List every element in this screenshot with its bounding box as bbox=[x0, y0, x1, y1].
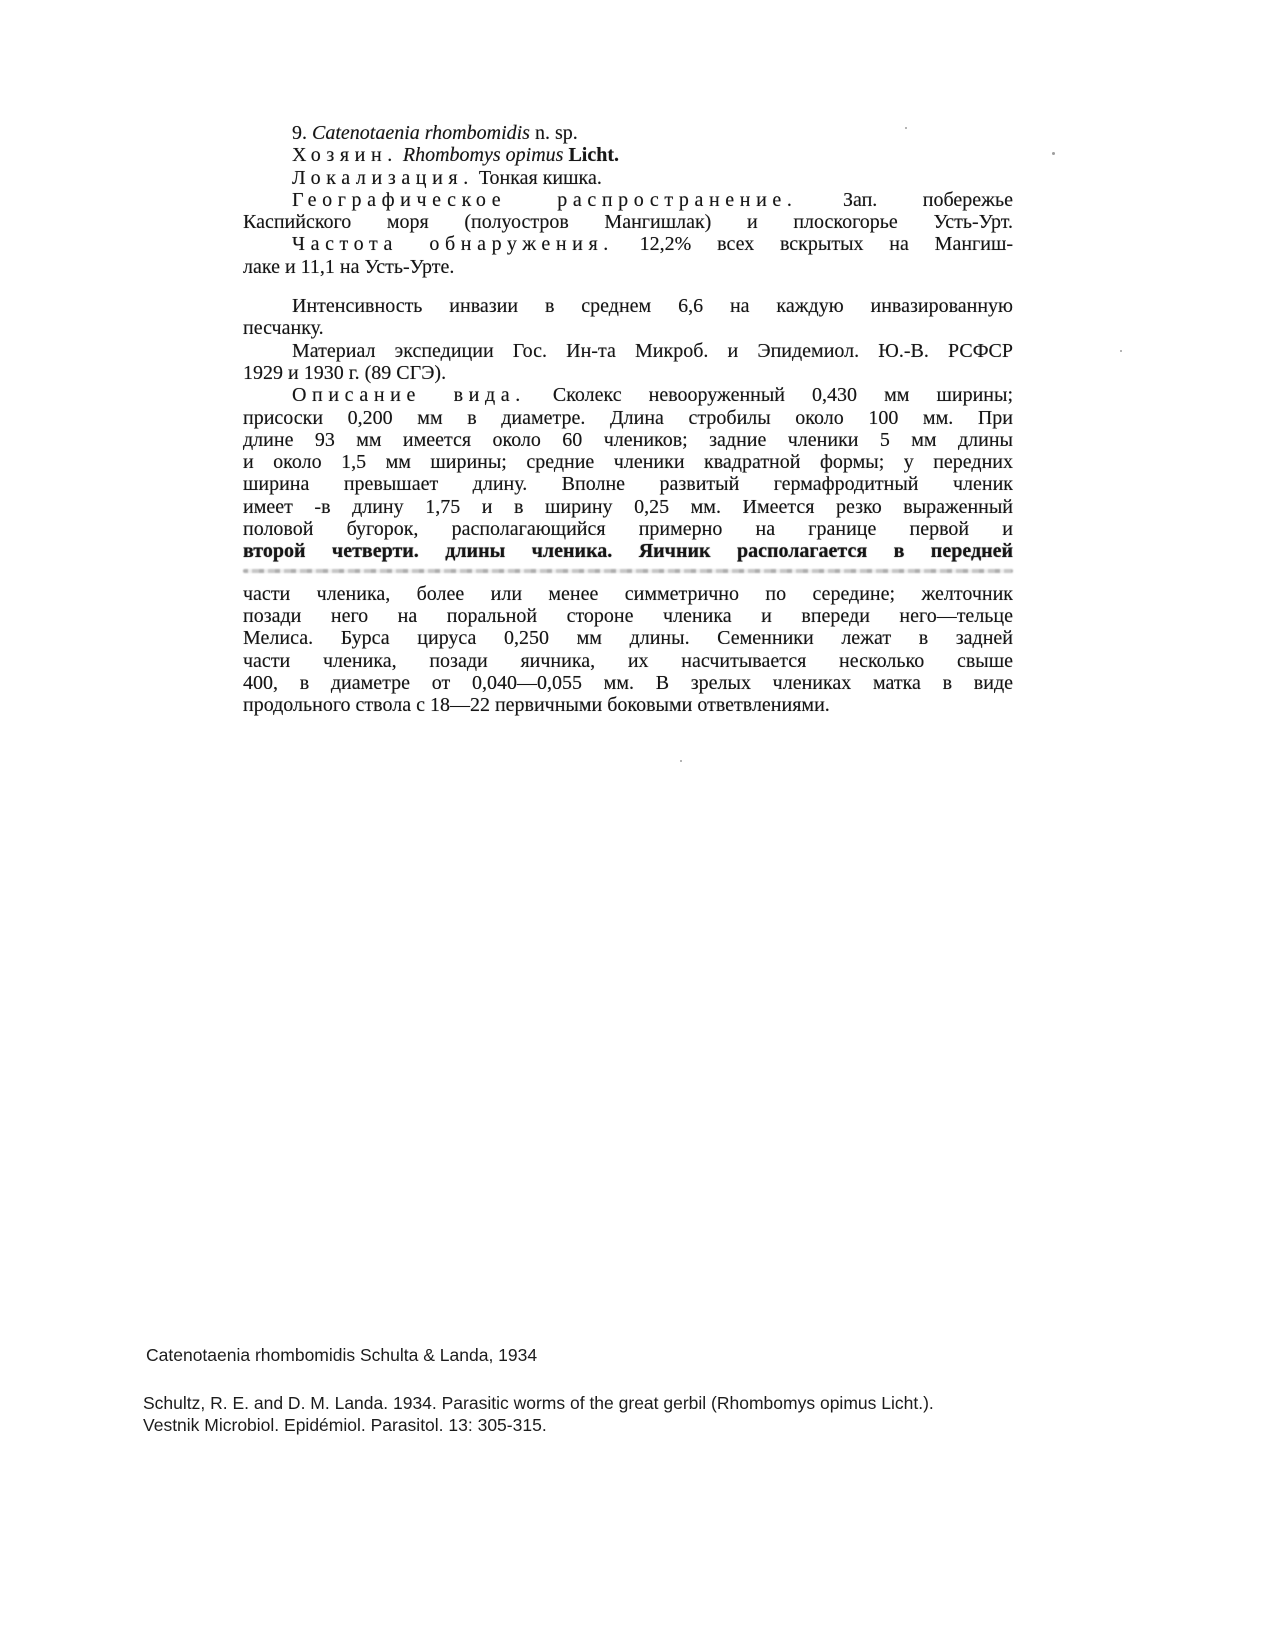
text-segment: Материал экспедиции Гос. Ин-та Микроб. и Эпидемиол. Ю.-В. РСФСР bbox=[292, 339, 1013, 362]
scan-speck bbox=[1052, 152, 1055, 155]
text-line bbox=[243, 407, 1013, 429]
text-segment: второй четверти. длины членика. Яичник располагается в передней bbox=[243, 540, 1013, 563]
text-segment: n. sp. bbox=[529, 122, 578, 144]
text-segment: Зап. побережье bbox=[797, 188, 1013, 211]
text-segment: Licht. bbox=[568, 144, 619, 167]
text-line bbox=[243, 540, 1013, 562]
text-segment: Хозяин. bbox=[292, 144, 398, 167]
text-line bbox=[243, 384, 1013, 406]
text-segment: Тонкая кишка. bbox=[473, 166, 602, 189]
text-segment: длине 93 мм имеется около 60 члеников; задние членики 5 мм длины bbox=[243, 428, 1013, 451]
text-line bbox=[243, 627, 1013, 649]
text-line bbox=[243, 429, 1013, 451]
text-segment: ширина превышает длину. Вполне развитый гермафродитный членик bbox=[243, 473, 1013, 496]
text-line bbox=[243, 650, 1013, 672]
text-segment: половой бугорок, располагающийся примерно на границе первой и bbox=[243, 518, 1013, 541]
document-text bbox=[243, 122, 1013, 716]
text-line bbox=[243, 167, 1013, 189]
text-segment: 12,2% всех вскрытых на Мангиш- bbox=[613, 233, 1014, 256]
scan-speck bbox=[1120, 350, 1122, 352]
scan-speck bbox=[680, 760, 682, 762]
text-segment: имеет -в длину 1,75 и в ширину 0,25 мм. Имеется резко выраженный bbox=[243, 495, 1013, 518]
caption-reference-line-1: Schultz, R. E. and D. M. Landa. 1934. Parasitic worms of the great gerbil (Rhombomys opimus Licht.). bbox=[143, 1393, 934, 1413]
text-line bbox=[243, 451, 1013, 473]
scan-smudge-line bbox=[243, 569, 1013, 573]
text-segment: Географическое распространение. bbox=[292, 188, 798, 211]
text-line bbox=[243, 518, 1013, 540]
text-segment: позади него на поральной стороне членика и впереди него—тельце bbox=[243, 604, 1013, 627]
text-line bbox=[243, 144, 1013, 166]
text-segment: 1929 и 1930 г. (89 СГЭ). bbox=[243, 361, 447, 384]
text-segment: Мелиса. Бурса цируса 0,250 мм длины. Семенники лежат в задней bbox=[243, 627, 1013, 650]
text-segment: части членика, позади яичника, их насчитывается несколько свыше bbox=[243, 649, 1013, 672]
scan-speck bbox=[905, 127, 907, 129]
text-segment: Сколекс невооруженный 0,430 мм ширины; bbox=[525, 384, 1013, 407]
text-segment: песчанку. bbox=[243, 317, 324, 340]
text-line bbox=[243, 340, 1013, 362]
text-line bbox=[243, 694, 1013, 716]
caption-reference-line-2: Vestnik Microbiol. Epidémiol. Parasitol. 13: 305-315. bbox=[143, 1415, 547, 1435]
text-segment: Локализация. bbox=[292, 166, 474, 189]
text-line bbox=[243, 295, 1013, 317]
text-segment: Интенсивность инвазии в среднем 6,6 на каждую инвазированную bbox=[292, 295, 1013, 318]
text-line bbox=[243, 496, 1013, 518]
text-segment: Каспийского моря (полуостров Мангишлак) и плоскогорье Усть-Урт. bbox=[243, 211, 1013, 234]
text-segment: лаке и 11,1 на Усть-Урте. bbox=[243, 255, 455, 278]
text-segment: Rhombomys opimus bbox=[402, 144, 564, 167]
text-segment: 9. bbox=[292, 122, 312, 144]
text-line bbox=[243, 473, 1013, 495]
text-line bbox=[243, 233, 1013, 255]
text-line bbox=[243, 256, 1013, 278]
text-segment: продольного ствола с 18—22 первичными боковыми ответвлениями. bbox=[243, 694, 830, 717]
text-line bbox=[243, 317, 1013, 339]
text-segment: 400, в диаметре от 0,040—0,055 мм. В зрелых члениках матка в виде bbox=[243, 671, 1013, 694]
text-segment: и около 1,5 мм ширины; средние членики квадратной формы; у передних bbox=[243, 451, 1013, 474]
text-line bbox=[243, 122, 1013, 144]
text-line bbox=[243, 605, 1013, 627]
text-line bbox=[243, 189, 1013, 211]
caption-block bbox=[143, 1344, 1143, 1436]
text-line bbox=[243, 672, 1013, 694]
text-line bbox=[243, 211, 1013, 233]
text-segment: Частота обнаружения. bbox=[292, 233, 614, 256]
text-segment: Catenotaenia rhombomidis bbox=[312, 122, 530, 144]
text-segment: Описание вида. bbox=[292, 384, 526, 407]
text-line bbox=[243, 362, 1013, 384]
caption-species-title: Catenotaenia rhombomidis Schulta & Landa, 1934 bbox=[146, 1345, 538, 1365]
text-segment: части членика, более или менее симметрично по середине; желточник bbox=[243, 582, 1013, 605]
text-line bbox=[243, 583, 1013, 605]
text-segment: присоски 0,200 мм в диаметре. Длина стробилы около 100 мм. При bbox=[243, 406, 1013, 429]
